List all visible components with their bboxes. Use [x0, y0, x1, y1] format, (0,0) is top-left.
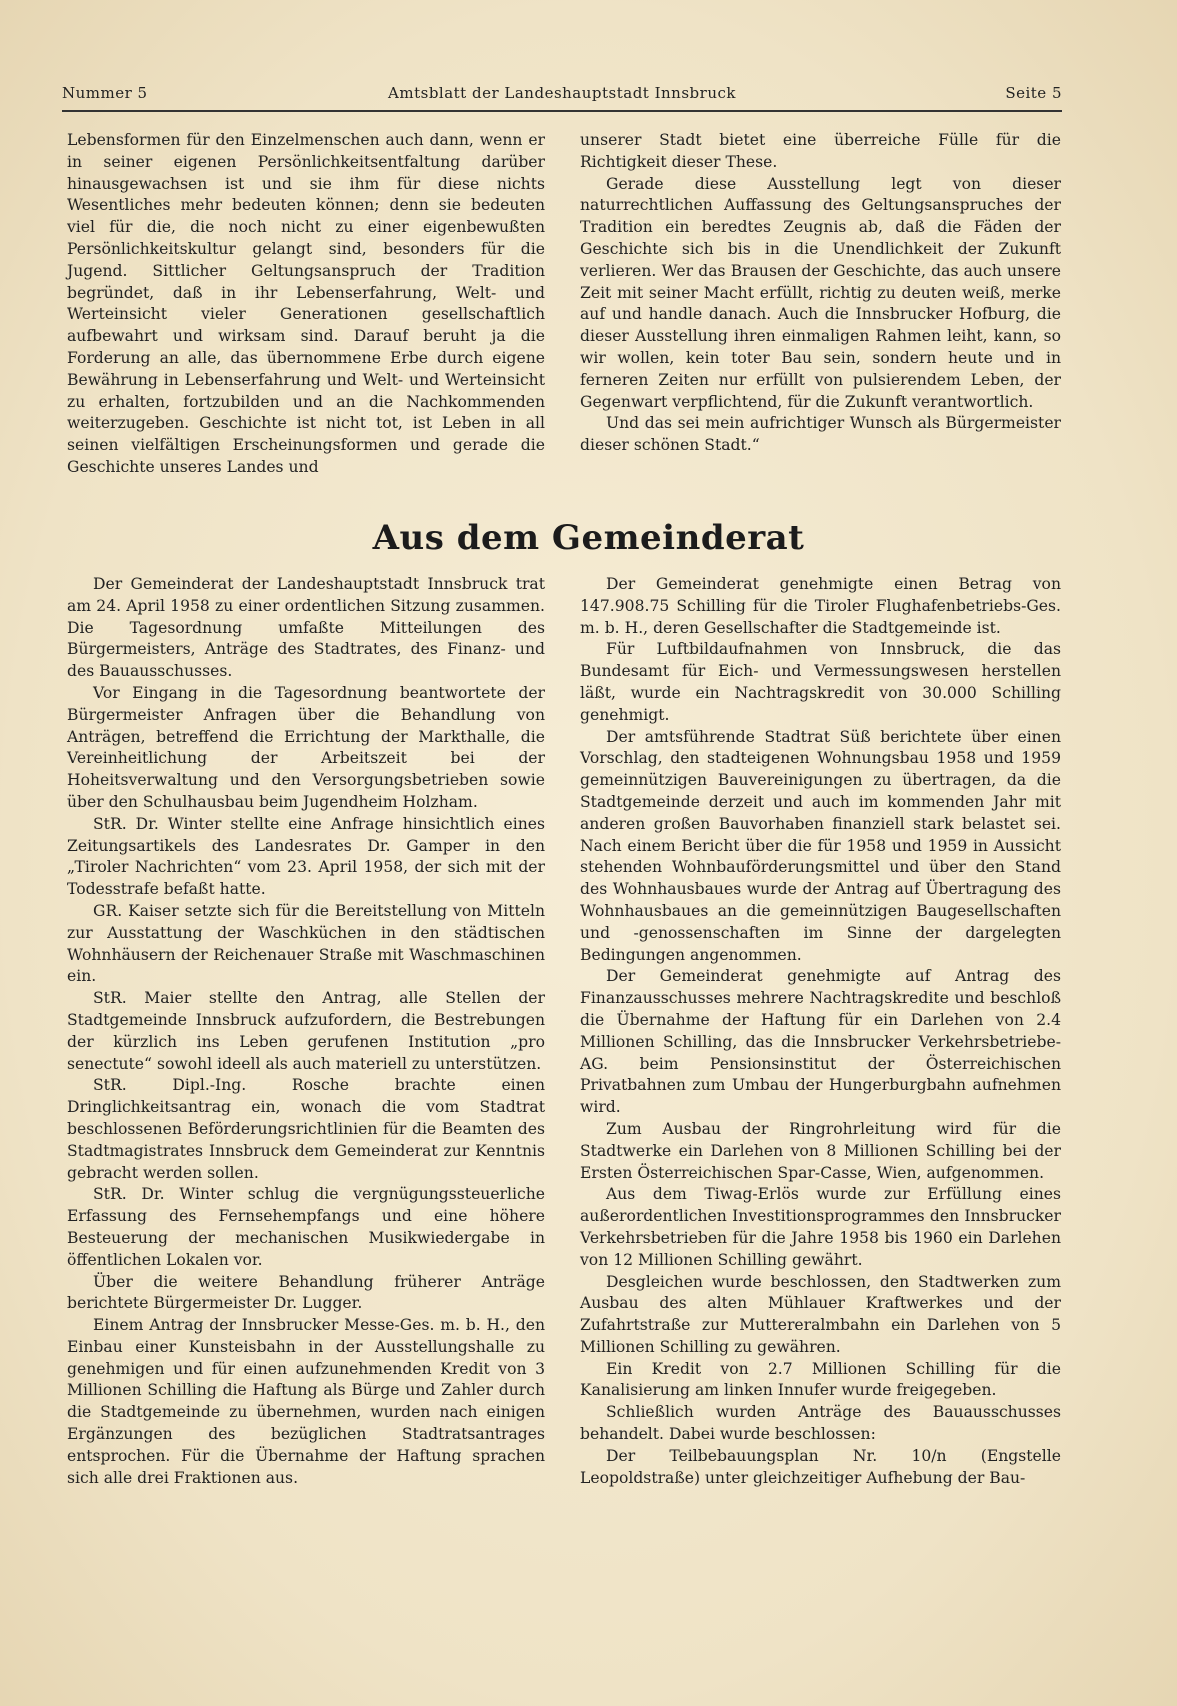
paragraph: Lebensformen für den Einzelmenschen auch dann, wenn er in seiner eigenen Persönlichkeitsentfaltung darüber hinausgewachsen ist und sie ihm für diese nichts Wesentliches mehr bedeuten können; denn sie bedeuten viel für die, die noch nicht zu einer eigenbewußten Persönlichkeitskultur gelangt sind, besonders für die Jugend. Sittlicher Geltungsanspruch der Tradition begründet, daß in ihr Lebenserfahrung, Welt- und Werteinsicht vieler Generationen gesellschaftlich aufbewahrt und wirksam sind. Darauf beruht ja die Forderung an alle, das übernommene Erbe durch eigene Bewährung in Lebenserfahrung und Welt- und Werteinsicht zu erhalten, fortzubilden und an die Nachkommenden weiterzugeben. Geschichte ist nicht tot, ist Leben in all seinen vielfältigen Erscheinungsformen und gerade die Geschichte unseres Landes und — [67, 131, 545, 476]
section-title: Aus dem Gemeinderat — [372, 518, 805, 558]
page-header — [62, 82, 1062, 108]
paragraph: Schließlich wurden Anträge des Bauausschusses behandelt. Dabei wurde beschlossen: — [580, 1403, 1061, 1444]
paragraph: Einem Antrag der Innsbrucker Messe-Ges. m. b. H., den Einbau einer Kunsteisbahn in der Ausstellungshalle zu genehmigen und für einen aufzunehmenden Kredit von 3 Millionen Schilling die Haftung als Bürge und Zahler durch die Stadtgemeinde zu übernehmen, wurden nach einigen Ergänzungen des bezüglichen Stadtratsantrages entsprochen. Für die Übernahme der Haftung sprachen sich alle drei Fraktionen aus. — [67, 1316, 545, 1487]
paragraph: Der Gemeinderat der Landeshauptstadt Innsbruck trat am 24. April 1958 zu einer ordentlichen Sitzung zusammen. Die Tagesordnung umfaßte Mitteilungen des Bürgermeisters, Anträge des Stadtrates, des Finanz- und des Bauausschusses. — [67, 575, 545, 681]
paragraph: Und das sei mein aufrichtiger Wunsch als Bürgermeister dieser schönen Stadt.“ — [580, 414, 1061, 455]
paragraph: Ein Kredit von 2.7 Millionen Schilling für die Kanalisierung am linken Innufer wurde freigegeben. — [580, 1359, 1061, 1400]
page-number: Seite 5 — [1005, 84, 1062, 102]
paragraph: Der amtsführende Stadtrat Süß berichtete über einen Vorschlag, den stadteigenen Wohnungsbau 1958 und 1959 gemeinnützigen Bauvereinigungen zu übertragen, da die Stadtgemeinde derzeit und auch im kommenden Jahr mit anderen großen Bauvorhaben finanziell stark belastet sei. Nach einem Bericht über die für 1958 und 1959 in Aussicht stehenden Wohnbauförderungsmittel und über den Stand des Wohnhausbaues wurde der Antrag auf Übertragung des Wohnhausbaues an die gemeinnützigen Baugesellschaften und -genossenschaften im Sinne der dargelegten Bedingungen angenommen. — [580, 727, 1061, 964]
paragraph: Der Teilbebauungsplan Nr. 10/n (Engstelle Leopoldstraße) unter gleichzeitiger Aufhebung der Bau- — [580, 1446, 1061, 1487]
paragraph: StR. Dr. Winter stellte eine Anfrage hinsichtlich eines Zeitungsartikels des Landesrates Dr. Gamper in den „Tiroler Nachrichten“ vom 23. April 1958, der sich mit der Todesstrafe befaßt hatte. — [67, 814, 545, 899]
paragraph: StR. Dipl.-Ing. Rosche brachte einen Dringlichkeitsantrag ein, wonach die vom Stadtrat beschlossenen Beförderungsrichtlinien für die Beamten des Stadtmagistrates Innsbruck dem Gemeinderat zur Kenntnis gebracht werden sollen. — [67, 1076, 545, 1182]
publication-title: Amtsblatt der Landeshauptstadt Innsbruck — [388, 84, 736, 102]
paragraph: Für Luftbildaufnahmen von Innsbruck, die das Bundesamt für Eich- und Vermessungswesen herstellen läßt, wurde ein Nachtragskredit von 30.000 Schilling genehmigt. — [580, 640, 1061, 724]
paragraph: Der Gemeinderat genehmigte auf Antrag des Finanzausschusses mehrere Nachtragskredite und beschloß die Übernahme der Haftung für ein Darlehen von 2.4 Millionen Schilling, das die Innsbrucker Verkehrsbetriebe-AG. beim Pensionsinstitut der Österreichischen Privatbahnen zum Umbau der Hungerburgbahn aufnehmen wird. — [580, 967, 1061, 1117]
top-left-column — [67, 130, 545, 479]
paragraph: Vor Eingang in die Tagesordnung beantwortete der Bürgermeister Anfragen über die Behandlung von Anträgen, betreffend die Errichtung der Markthalle, die Vereinheitlichung der Arbeitszeit bei der Hoheitsverwaltung und den Versorgungsbetrieben sowie über den Schulhausbau beim Jugendheim Holzham. — [67, 683, 545, 811]
bottom-left-column — [67, 574, 545, 1489]
paragraph: Über die weitere Behandlung früherer Anträge berichtete Bürgermeister Dr. Lugger. — [67, 1272, 545, 1313]
bottom-right-column — [580, 574, 1061, 1489]
paragraph: GR. Kaiser setzte sich für die Bereitstellung von Mitteln zur Ausstattung der Waschküchen in den städtischen Wohnhäusern der Reichenauer Straße mit Waschmaschinen ein. — [67, 901, 545, 986]
paragraph: Der Gemeinderat genehmigte einen Betrag von 147.908.75 Schilling für die Tiroler Flughafenbetriebs-Ges. m. b. H., deren Gesellschafter die Stadtgemeinde ist. — [580, 575, 1061, 637]
paragraph: StR. Dr. Winter schlug die vergnügungssteuerliche Erfassung des Fernsehempfangs und eine höhere Besteuerung der mechanischen Musikwiedergabe in öffentlichen Lokalen vor. — [67, 1185, 545, 1269]
paragraph: Aus dem Tiwag-Erlös wurde zur Erfüllung eines außerordentlichen Investitionsprogrammes den Innsbrucker Verkehrsbetrieben für die Jahre 1958 bis 1960 ein Darlehen von 12 Millionen Schilling gewährt. — [580, 1185, 1061, 1269]
header-rule — [62, 110, 1062, 112]
top-right-column — [580, 130, 1061, 457]
issue-number: Nummer 5 — [62, 84, 148, 102]
paragraph: Gerade diese Ausstellung legt von dieser naturrechtlichen Auffassung des Geltungsanspruches der Tradition ein beredtes Zeugnis ab, daß die Fäden der Geschichte sich bis in die Unendlichkeit der Zukunft verlieren. Wer das Brausen der Geschichte, das auch unsere Zeit mit seiner Macht erfüllt, richtig zu deuten weiß, merke auf und handle danach. Auch die Innsbrucker Hofburg, die dieser Ausstellung ihren einmaligen Rahmen leiht, kann, so wir wollen, kein toter Bau sein, sondern heute und in ferneren Zeiten nur erfüllt von pulsierendem Leben, der Gegenwart verpflichtend, für die Zukunft verantwortlich. — [580, 174, 1061, 411]
paragraph: StR. Maier stellte den Antrag, alle Stellen der Stadtgemeinde Innsbruck aufzufordern, die Bestrebungen der kürzlich ins Leben gerufenen Institution „pro senectute“ sowohl ideell als auch materiell zu unterstützen. — [67, 989, 545, 1073]
paragraph: Zum Ausbau der Ringrohrleitung wird für die Stadtwerke ein Darlehen von 8 Millionen Schilling bei der Ersten Österreichischen Spar-Casse, Wien, aufgenommen. — [580, 1119, 1061, 1182]
paragraph: Desgleichen wurde beschlossen, den Stadtwerken zum Ausbau des alten Mühlauer Kraftwerkes und der Zufahrtstraße zur Muttereralmbahn ein Darlehen von 5 Millionen Schilling zu gewähren. — [580, 1272, 1061, 1356]
paragraph: unserer Stadt bietet eine überreiche Fülle für die Richtigkeit dieser These. — [580, 131, 1061, 171]
